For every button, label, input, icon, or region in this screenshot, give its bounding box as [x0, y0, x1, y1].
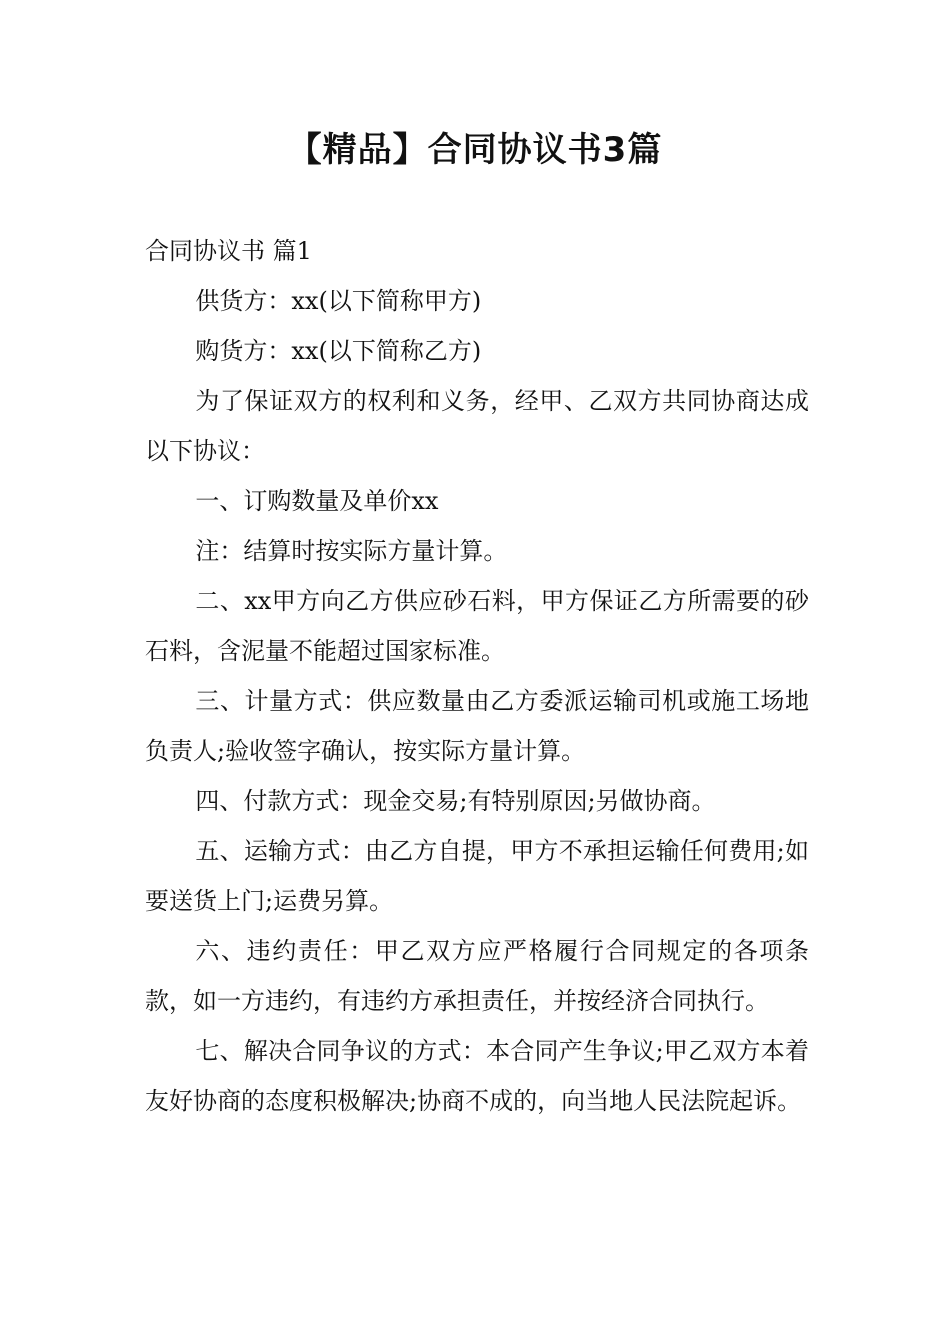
paragraph-clause-1: 一、订购数量及单价xx	[195, 487, 439, 515]
paragraph-clause-2: 二、xx甲方向乙方供应砂石料，甲方保证乙方所需要的砂石料，含泥量不能超过国家标准。	[145, 587, 809, 665]
paragraph-clause-6: 六、违约责任：甲乙双方应严格履行合同规定的各项条款，如一方违约，有违约方承担责任，并按经济合同执行。	[145, 937, 809, 1015]
section-heading: 合同协议书 篇1	[145, 237, 312, 265]
paragraph-clause-7: 七、解决合同争议的方式：本合同产生争议;甲乙双方本着友好协商的态度积极解决;协商不成的，向当地人民法院起诉。	[145, 1037, 809, 1115]
paragraph-clause-3: 三、计量方式：供应数量由乙方委派运输司机或施工场地负责人;验收签字确认，按实际方量计算。	[145, 687, 809, 765]
paragraph-note: 注：结算时按实际方量计算。	[195, 537, 508, 565]
paragraph-clause-5: 五、运输方式：由乙方自提，甲方不承担运输任何费用;如要送货上门;运费另算。	[145, 837, 809, 915]
document-title: 【精品】合同协议书3篇	[287, 130, 663, 170]
paragraph-preamble: 为了保证双方的权利和义务，经甲、乙双方共同协商达成以下协议：	[145, 387, 809, 465]
paragraph-buyer: 购货方：xx(以下简称乙方)	[195, 337, 482, 365]
paragraph-clause-4: 四、付款方式：现金交易;有特别原因;另做协商。	[195, 787, 716, 815]
paragraph-supplier: 供货方：xx(以下简称甲方)	[195, 287, 482, 315]
document-body	[145, 226, 809, 1126]
